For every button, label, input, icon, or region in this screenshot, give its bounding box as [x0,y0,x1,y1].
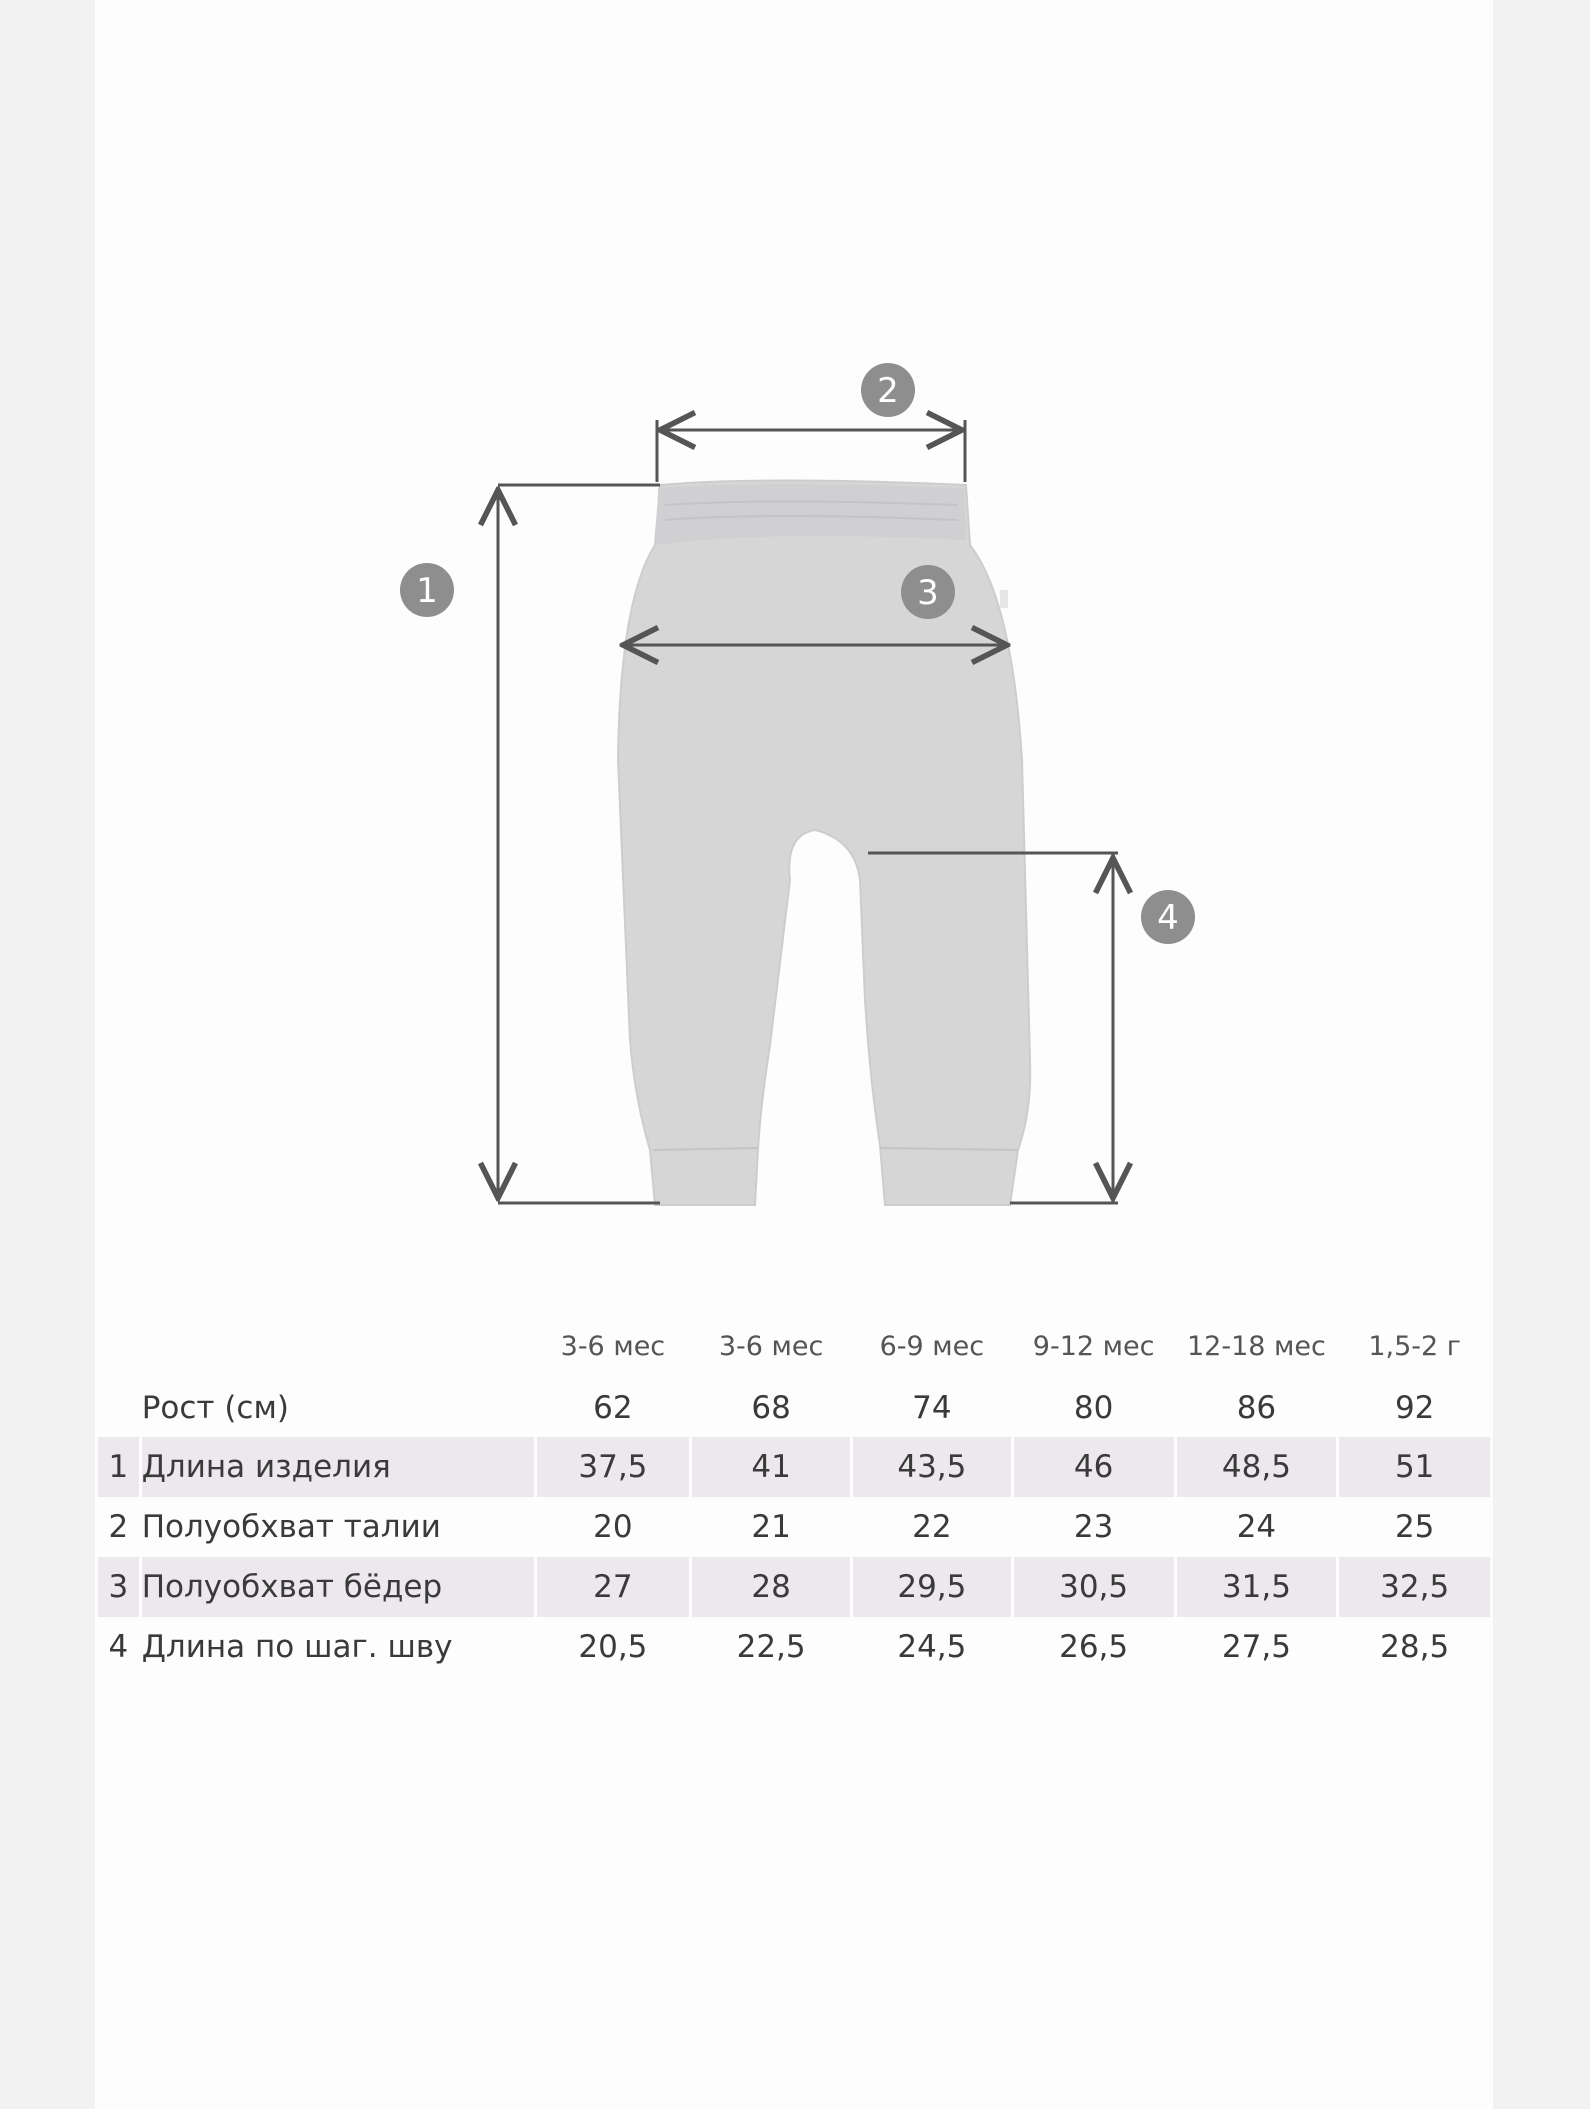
badge-4 [1141,890,1195,944]
row-label: Длина изделия [142,1437,534,1497]
row-number: 2 [108,1509,129,1545]
column-header: 12-18 мес [1186,1330,1326,1362]
badge-2 [861,363,915,417]
row-label: Длина по шаг. шву [141,1629,453,1665]
table-cell: 25 [1394,1509,1435,1545]
table-cell: 20,5 [578,1629,648,1665]
table-cell: 23 [1073,1509,1114,1545]
table-cell: 37,5 [537,1437,690,1497]
table-cell: 29,5 [853,1557,1011,1617]
tag-label-icon [1000,590,1008,608]
table-cell: 20 [593,1509,633,1545]
row-number: 1 [98,1437,139,1497]
table-cell: 51 [1339,1437,1490,1497]
table-cell: 43,5 [853,1437,1011,1497]
table-cell: 48,5 [1177,1437,1337,1497]
badge-1-label: 1 [416,571,438,611]
badge-3-label: 3 [917,573,939,613]
table-cell: 74 [912,1390,952,1426]
table-cell: 92 [1394,1390,1435,1426]
table-cell: 27 [537,1557,690,1617]
table-cell: 28,5 [1380,1629,1450,1665]
table-cell: 41 [692,1437,850,1497]
table-cell: 22,5 [736,1629,806,1665]
table-cell: 80 [1073,1390,1114,1426]
table-cell: 27,5 [1221,1629,1291,1665]
table-cell: 86 [1236,1390,1277,1426]
table-cell: 30,5 [1014,1557,1174,1617]
row-number: 3 [98,1557,139,1617]
size-table [95,1313,1493,1677]
table-cell: 28 [692,1557,850,1617]
table-header-row [98,1313,1490,1379]
table-cell: 24 [1236,1509,1277,1545]
badge-3 [901,565,955,619]
table-cell: 22 [912,1509,952,1545]
row-label: Рост (см) [141,1390,289,1426]
table-cell: 68 [751,1390,791,1426]
pants-illustration [618,481,1030,1206]
table-cell: 46 [1014,1437,1174,1497]
table-cell: 21 [751,1509,791,1545]
row-label: Полуобхват бёдер [142,1557,534,1617]
row-label: Полуобхват талии [141,1509,441,1545]
table-row [98,1557,1490,1617]
table-cell: 32,5 [1339,1557,1490,1617]
table-row-height [98,1379,1490,1437]
row-number: 4 [108,1629,129,1665]
column-header: 6-9 мес [879,1330,985,1362]
table-row [98,1437,1490,1497]
badge-4-label: 4 [1157,898,1179,938]
table-cell: 31,5 [1177,1557,1337,1617]
row-number [98,1379,139,1437]
column-header: 3-6 мес [560,1330,666,1362]
column-header: 1,5-2 г [1368,1330,1461,1362]
table-cell: 24,5 [897,1629,967,1665]
column-header: 9-12 мес [1032,1330,1155,1362]
table-cell: 62 [593,1390,633,1426]
table-row [98,1617,1490,1677]
badge-2-label: 2 [877,371,899,411]
column-header: 3-6 мес [718,1330,824,1362]
badge-1 [400,563,454,617]
measure-waist [657,420,965,482]
table-row [98,1497,1490,1557]
table-cell: 26,5 [1059,1629,1129,1665]
